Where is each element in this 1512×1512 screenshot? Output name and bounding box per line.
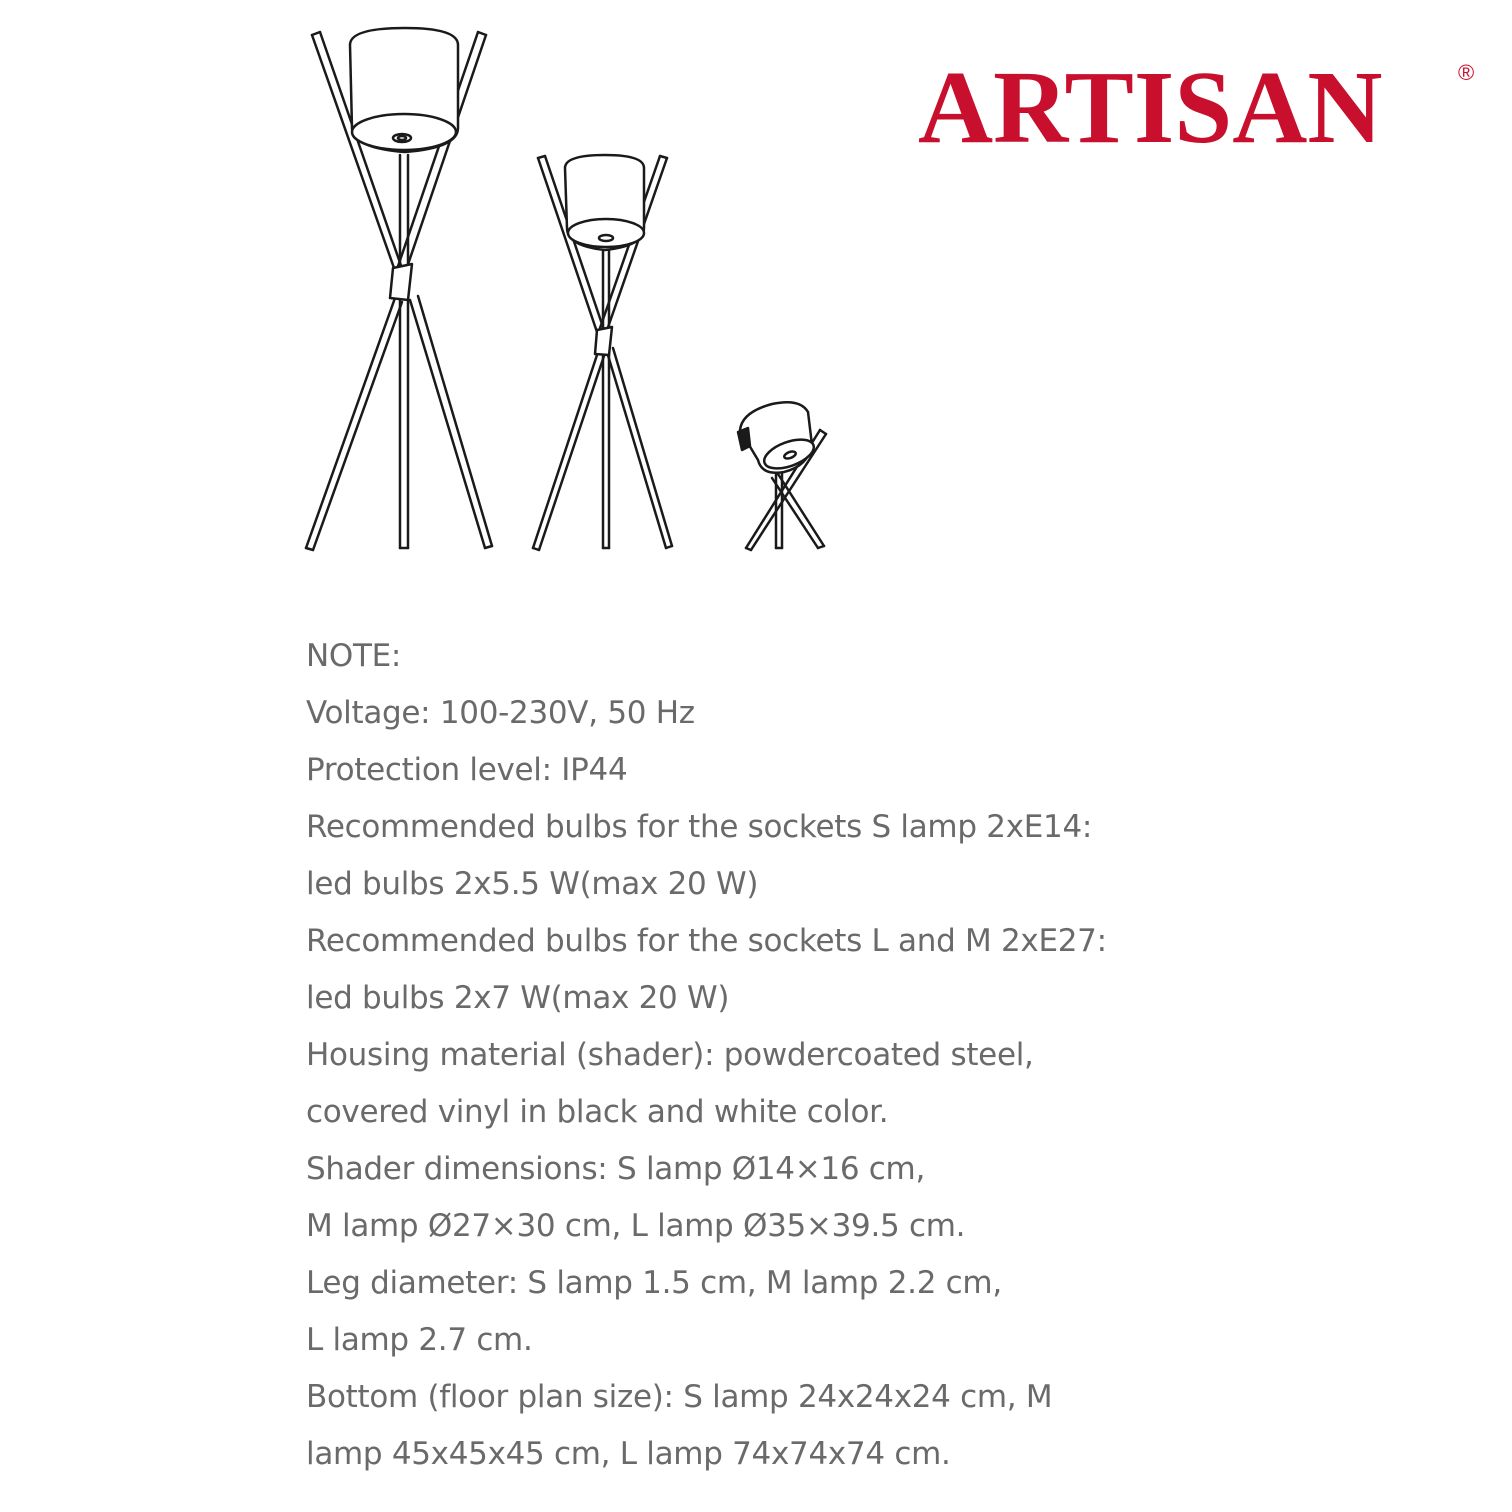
note-bulbs-lm-led: led bulbs 2x7 W(max 20 W) xyxy=(306,980,730,1016)
note-leg-diameter: Leg diameter: S lamp 1.5 cm, M lamp 2.2 cm, xyxy=(306,1265,1002,1301)
small-table-lamp xyxy=(738,402,826,550)
lamp-illustration xyxy=(0,0,900,600)
note-bottom-size: Bottom (floor plan size): S lamp 24x24x24 cm, M xyxy=(306,1379,1053,1415)
registered-trademark-icon: ® xyxy=(1458,60,1475,85)
medium-floor-lamp xyxy=(533,155,672,550)
note-housing-material: Housing material (shader): powdercoated steel, xyxy=(306,1037,1034,1073)
note-voltage: Voltage: 100-230V, 50 Hz xyxy=(306,695,695,731)
note-leg-diameter-cont: L lamp 2.7 cm. xyxy=(306,1322,533,1358)
note-bulbs-lm: Recommended bulbs for the sockets L and M 2xE27: xyxy=(306,923,1107,959)
brand-logo xyxy=(918,50,1498,165)
brand-name: ARTISAN xyxy=(918,50,1383,165)
note-protection-level: Protection level: IP44 xyxy=(306,752,628,788)
note-heading: NOTE: xyxy=(306,638,402,674)
note-housing-material-cont: covered vinyl in black and white color. xyxy=(306,1094,889,1130)
spec-notes xyxy=(306,628,1456,1483)
note-shader-dimensions-cont: M lamp Ø27×30 cm, L lamp Ø35×39.5 cm. xyxy=(306,1208,966,1244)
note-bulbs-s-led: led bulbs 2x5.5 W(max 20 W) xyxy=(306,866,759,902)
note-bottom-size-cont: lamp 45x45x45 cm, L lamp 74x74x74 cm. xyxy=(306,1436,951,1472)
note-bulbs-s: Recommended bulbs for the sockets S lamp 2xE14: xyxy=(306,809,1093,845)
large-floor-lamp xyxy=(306,28,492,550)
note-shader-dimensions: Shader dimensions: S lamp Ø14×16 cm, xyxy=(306,1151,925,1187)
